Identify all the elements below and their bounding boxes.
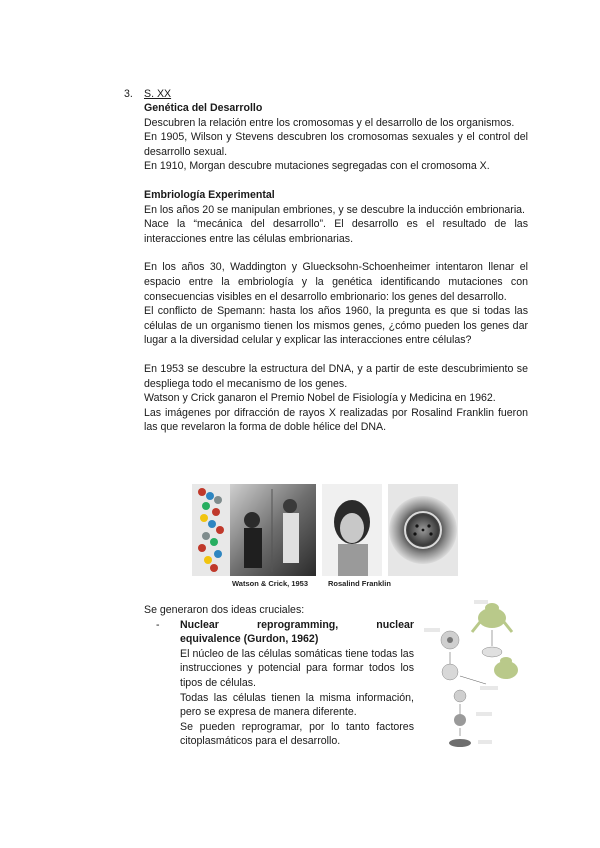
- list-item: [144, 618, 414, 749]
- ideas-section: [144, 603, 414, 749]
- section-title: S. XX: [144, 88, 172, 100]
- bullet-sub-3: Se pueden reprogramar, por lo tanto factores citoplasmáticos para el desarrollo.: [180, 720, 414, 748]
- genetica-line: En 1905, Wilson y Stevens descubren los cromosomas sexuales y el control del desarrollo sexual.: [144, 131, 528, 158]
- section-number: 3.: [124, 88, 133, 100]
- gurdon-diagram-image: [420, 600, 528, 752]
- embriologia-heading: Embriología Experimental: [144, 188, 275, 201]
- frog-bottom-icon: [494, 657, 518, 679]
- ideas-intro: Se generaron dos ideas cruciales:: [144, 604, 305, 616]
- bullet-sub-2: Todas las células tienen la misma información, pero se expresa de manera diferente.: [180, 691, 414, 719]
- genetica-heading: Genética del Desarrollo: [144, 102, 263, 114]
- waddington-paragraph: En los años 30, Waddington y Gluecksohn-Schoenheimer intentaron llenar el espacio entre la embriología y la genética identificando mutaciones con consecuencias visibles en el desarrollo embrionario: los genes del desarrollo.: [144, 261, 528, 303]
- embriologia-line: En los años 20 se manipulan embriones, y se descubre la inducción embrionaria.: [144, 203, 526, 216]
- genetica-line: Descubren la relación entre los cromosomas y el desarrollo de los organismos.: [144, 116, 515, 129]
- nobel-paragraph: Watson y Crick ganaron el Premio Nobel de Fisiología y Medicina en 1962.: [144, 392, 496, 405]
- section-heading: [124, 87, 171, 102]
- bullet-dash: -: [156, 618, 160, 631]
- gurdon-diagram: [420, 600, 528, 752]
- bullet-sub-1: El núcleo de las células somáticas tiene todas las instrucciones y potencial para formar todos los tipos de células.: [180, 647, 414, 689]
- embriologia-line: Nace la “mecánica del desarrollo”. El desarrollo es el resultado de las interacciones entre las células embrionarias.: [144, 218, 528, 245]
- bullet-title: Nuclear reprogramming, nuclear: [180, 618, 414, 631]
- spemann-paragraph: El conflicto de Spemann: hasta los años 1960, la pregunta es que si todas las células de un organismo tienen los mismos genes, ¿cómo pueden los genes dar lugar a la diversidad celular y explicar las interacciones entre células?: [144, 305, 528, 347]
- dna-figure: [192, 484, 458, 588]
- main-text-column: [144, 101, 528, 435]
- genetica-line: En 1910, Morgan descubre mutaciones segregadas con el cromosoma X.: [144, 160, 490, 173]
- franklin-caption: Rosalind Franklin: [328, 579, 391, 588]
- dna-paragraph: En 1953 se descubre la estructura del DNA, y a partir de este descubrimiento se despliega todo el mecanismo de los genes.: [144, 362, 528, 390]
- frog-icon: [472, 603, 512, 632]
- watson-crick-caption: Watson & Crick, 1953: [232, 579, 308, 588]
- dna-figure-image: [192, 484, 458, 588]
- franklin-paragraph: Las imágenes por difracción de rayos X realizadas por Rosalind Franklin fueron las que revelaron la forma de doble hélice del DNA.: [144, 406, 528, 434]
- bullet-title-cont: equivalence (Gurdon, 1962): [180, 633, 319, 646]
